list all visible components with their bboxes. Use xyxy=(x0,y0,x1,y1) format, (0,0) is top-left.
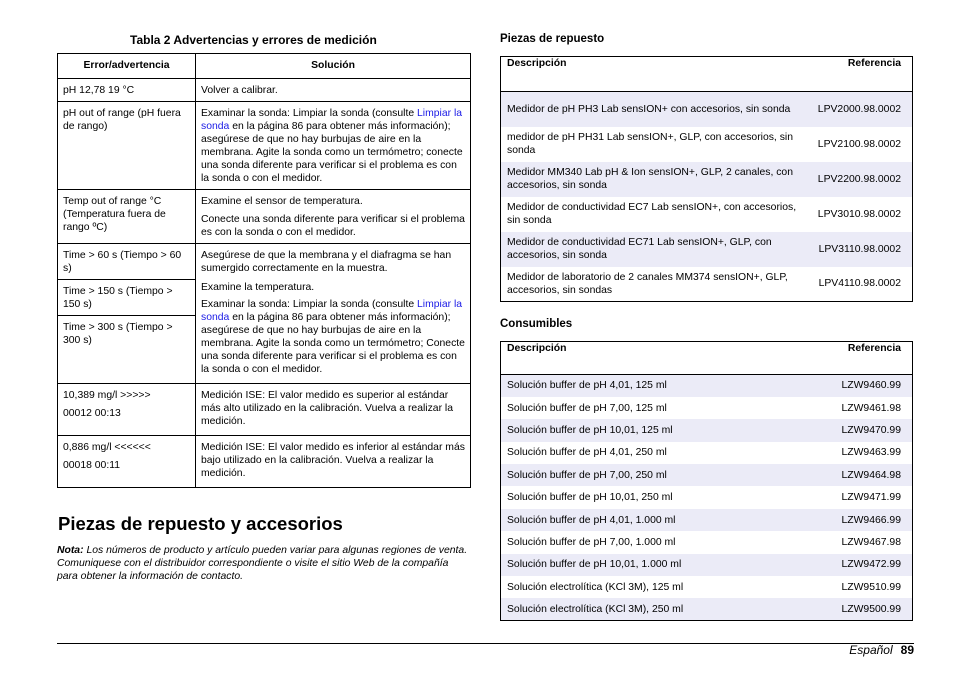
table-row xyxy=(501,442,913,464)
table-row xyxy=(58,190,471,244)
clean-probe-link[interactable]: Limpiar la sonda xyxy=(201,108,463,132)
description-cell: Medidor MM340 Lab pH & Ion sensION+, GLP, 2 canales, con accesorios, sin sonda xyxy=(501,162,812,197)
solution-text: Examinar la sonda: Limpiar la sonda (consulte xyxy=(201,108,418,119)
table-row xyxy=(58,244,471,280)
reference-cell: LPV4110.98.0002 xyxy=(818,278,901,290)
reference-cell: LZW9463.99 xyxy=(841,447,901,459)
table-row xyxy=(501,598,913,620)
warnings-errors-table xyxy=(57,53,471,488)
table-row xyxy=(501,531,913,553)
table-row xyxy=(501,267,913,302)
solution-text: Examine la temperatura. xyxy=(201,282,315,293)
description-cell: Solución buffer de pH 10,01, 125 ml xyxy=(501,419,794,441)
table-row xyxy=(58,102,471,190)
description-cell: Medidor de conductividad EC7 Lab sensION+, con accesorios, sin sonda xyxy=(507,202,797,226)
spare-parts-heading: Piezas de repuesto xyxy=(500,33,605,45)
description-cell: Solución electrolítica (KCl 3M), 125 ml xyxy=(507,581,684,593)
solution-text: Conecte una sonda diferente para verificar si el problema es con la sonda o con el medidor. xyxy=(201,214,465,238)
error-cell: Time > 150 s (Tiempo > 150 s) xyxy=(58,280,196,316)
column-header-description: Descripción xyxy=(501,57,812,92)
reference-cell: LPV3010.98.0002 xyxy=(817,208,901,220)
description-cell: Solución buffer de pH 4,01, 1.000 ml xyxy=(501,509,794,531)
table-row xyxy=(501,375,913,397)
column-header-reference: Referencia xyxy=(812,57,913,92)
footer-rule xyxy=(57,643,914,644)
error-cell: Time > 60 s (Tiempo > 60 s) xyxy=(58,244,196,280)
solution-cell xyxy=(196,102,471,190)
solution-text: Asegúrese de que la membrana y el diafragma se han sumergido correctamente en la muestra. xyxy=(201,250,452,274)
table-row xyxy=(501,554,913,576)
reference-cell: LZW9472.99 xyxy=(793,554,912,576)
section-title: Piezas de repuesto y accesorios xyxy=(58,513,343,534)
description-cell: Medidor de laboratorio de 2 canales MM374 sensION+, GLP, accesorios, sin sondas xyxy=(507,271,788,296)
description-cell: Solución buffer de pH 7,00, 125 ml xyxy=(507,402,667,414)
note-text: Los números de producto y artículo pueden variar para algunas regiones de venta. Comuniquese con el distribuidor correspondiente o visite el sitio Web de la compañía para obtener la información de contacto. xyxy=(57,545,468,582)
error-cell: Temp out of range °C (Temperatura fuera de rango ºC) xyxy=(58,190,196,244)
consumables-heading: Consumibles xyxy=(500,318,573,330)
description-cell: Solución buffer de pH 10,01, 1.000 ml xyxy=(501,554,794,576)
error-time: 00018 00:11 xyxy=(63,460,121,471)
description-cell: Medidor de conductividad EC71 Lab sensION+, GLP, con accesorios, sin sonda xyxy=(501,232,812,267)
description-cell: Solución buffer de pH 10,01, 250 ml xyxy=(507,492,673,504)
solution-text xyxy=(201,298,465,376)
table-row xyxy=(501,397,913,419)
table-row xyxy=(58,436,471,488)
solution-cell: Volver a calibrar. xyxy=(196,79,471,102)
solution-cell: Medición ISE: El valor medido es inferior al estándar más bajo utilizado en la calibración. Vuelva a realizar la medición. xyxy=(196,436,471,488)
note-label: Nota: xyxy=(57,545,84,556)
reference-cell: LPV2000.98.0002 xyxy=(812,92,913,127)
solution-cell xyxy=(196,190,471,244)
table-row xyxy=(501,127,913,162)
solution-cell xyxy=(196,244,471,384)
footer-language: Español xyxy=(849,643,893,657)
description-cell: Solución buffer de pH 7,00, 250 ml xyxy=(501,464,794,486)
table-row xyxy=(501,197,913,232)
table-row xyxy=(58,79,471,102)
description-cell: medidor de pH PH31 Lab sensION+, GLP, con accesorios, sin sonda xyxy=(507,132,793,156)
spare-parts-table xyxy=(500,56,913,302)
reference-cell: LZW9471.99 xyxy=(841,492,901,504)
error-cell xyxy=(58,384,196,436)
error-cell xyxy=(58,436,196,488)
table-header-row xyxy=(501,342,913,375)
table-row xyxy=(501,509,913,531)
reference-cell: LPV2200.98.0002 xyxy=(812,162,913,197)
column-header-description: Descripción xyxy=(501,342,794,375)
reference-cell: LZW9467.98 xyxy=(841,536,901,548)
table-row xyxy=(501,162,913,197)
reference-cell: LPV2100.98.0002 xyxy=(817,138,901,150)
solution-text: en la página 86 para obtener más información); asegúrese de que no hay burbujas de aire en la membrana. Agite la sonda como un termómetro; Conecte una sonda diferente para verificar si el problema es con la sonda o con el medidor. xyxy=(201,312,465,375)
solution-cell: Medición ISE: El valor medido es superior al estándar más alto utilizado en la calibración. Vuelva a realizar la medición. xyxy=(196,384,471,436)
column-header-error: Error/advertencia xyxy=(58,54,196,79)
solution-text: en la página 86 para obtener más información); asegúrese de que no hay burbujas de aire en la membrana. Agite la sonda como un termómetro; conecte una sonda diferente para verificar si el problema es con la sonda o con el medidor. xyxy=(201,121,463,184)
table-row xyxy=(501,486,913,508)
reference-cell: LZW9510.99 xyxy=(841,581,901,593)
error-cell: Time > 300 s (Tiempo > 300 s) xyxy=(58,316,196,384)
solution-text: Examine el sensor de temperatura. xyxy=(201,196,363,207)
table-row xyxy=(501,576,913,598)
consumables-table xyxy=(500,341,913,621)
table-row xyxy=(501,464,913,486)
table-row xyxy=(501,232,913,267)
reference-cell: LPV3110.98.0002 xyxy=(812,232,913,267)
reference-cell: LZW9500.99 xyxy=(793,598,912,620)
table-header-row xyxy=(501,57,913,92)
description-cell: Solución buffer de pH 4,01, 125 ml xyxy=(501,375,794,397)
error-cell: pH out of range (pH fuera de rango) xyxy=(58,102,196,190)
description-cell: Medidor de pH PH3 Lab sensION+ con accesorios, sin sonda xyxy=(501,92,812,127)
solution-text: Examinar la sonda: Limpiar la sonda (consulte xyxy=(201,299,418,310)
page-footer xyxy=(849,643,914,657)
column-header-solution: Solución xyxy=(196,54,471,79)
table-row xyxy=(58,384,471,436)
clean-probe-link[interactable]: Limpiar la sonda xyxy=(201,299,463,323)
description-cell: Solución buffer de pH 7,00, 1.000 ml xyxy=(507,536,676,548)
description-cell: Solución buffer de pH 4,01, 250 ml xyxy=(507,447,667,459)
table2-caption: Tabla 2 Advertencias y errores de medición xyxy=(130,33,377,47)
reference-cell: LZW9466.99 xyxy=(793,509,912,531)
table-row xyxy=(501,419,913,441)
error-value: 10,389 mg/l >>>>> xyxy=(63,390,151,401)
reference-cell: LZW9464.98 xyxy=(793,464,912,486)
note-paragraph xyxy=(57,544,471,583)
reference-cell: LZW9470.99 xyxy=(793,419,912,441)
table-header-row xyxy=(58,54,471,79)
page-number: 89 xyxy=(900,643,914,657)
column-header-reference: Referencia xyxy=(793,342,912,375)
error-value: 0,886 mg/l <<<<<< xyxy=(63,442,151,453)
description-cell: Solución electrolítica (KCl 3M), 250 ml xyxy=(501,598,794,620)
reference-cell: LZW9461.98 xyxy=(841,402,901,414)
table-row xyxy=(501,92,913,127)
error-time: 00012 00:13 xyxy=(63,408,121,419)
error-cell: pH 12,78 19 °C xyxy=(58,79,196,102)
reference-cell: LZW9460.99 xyxy=(793,375,912,397)
